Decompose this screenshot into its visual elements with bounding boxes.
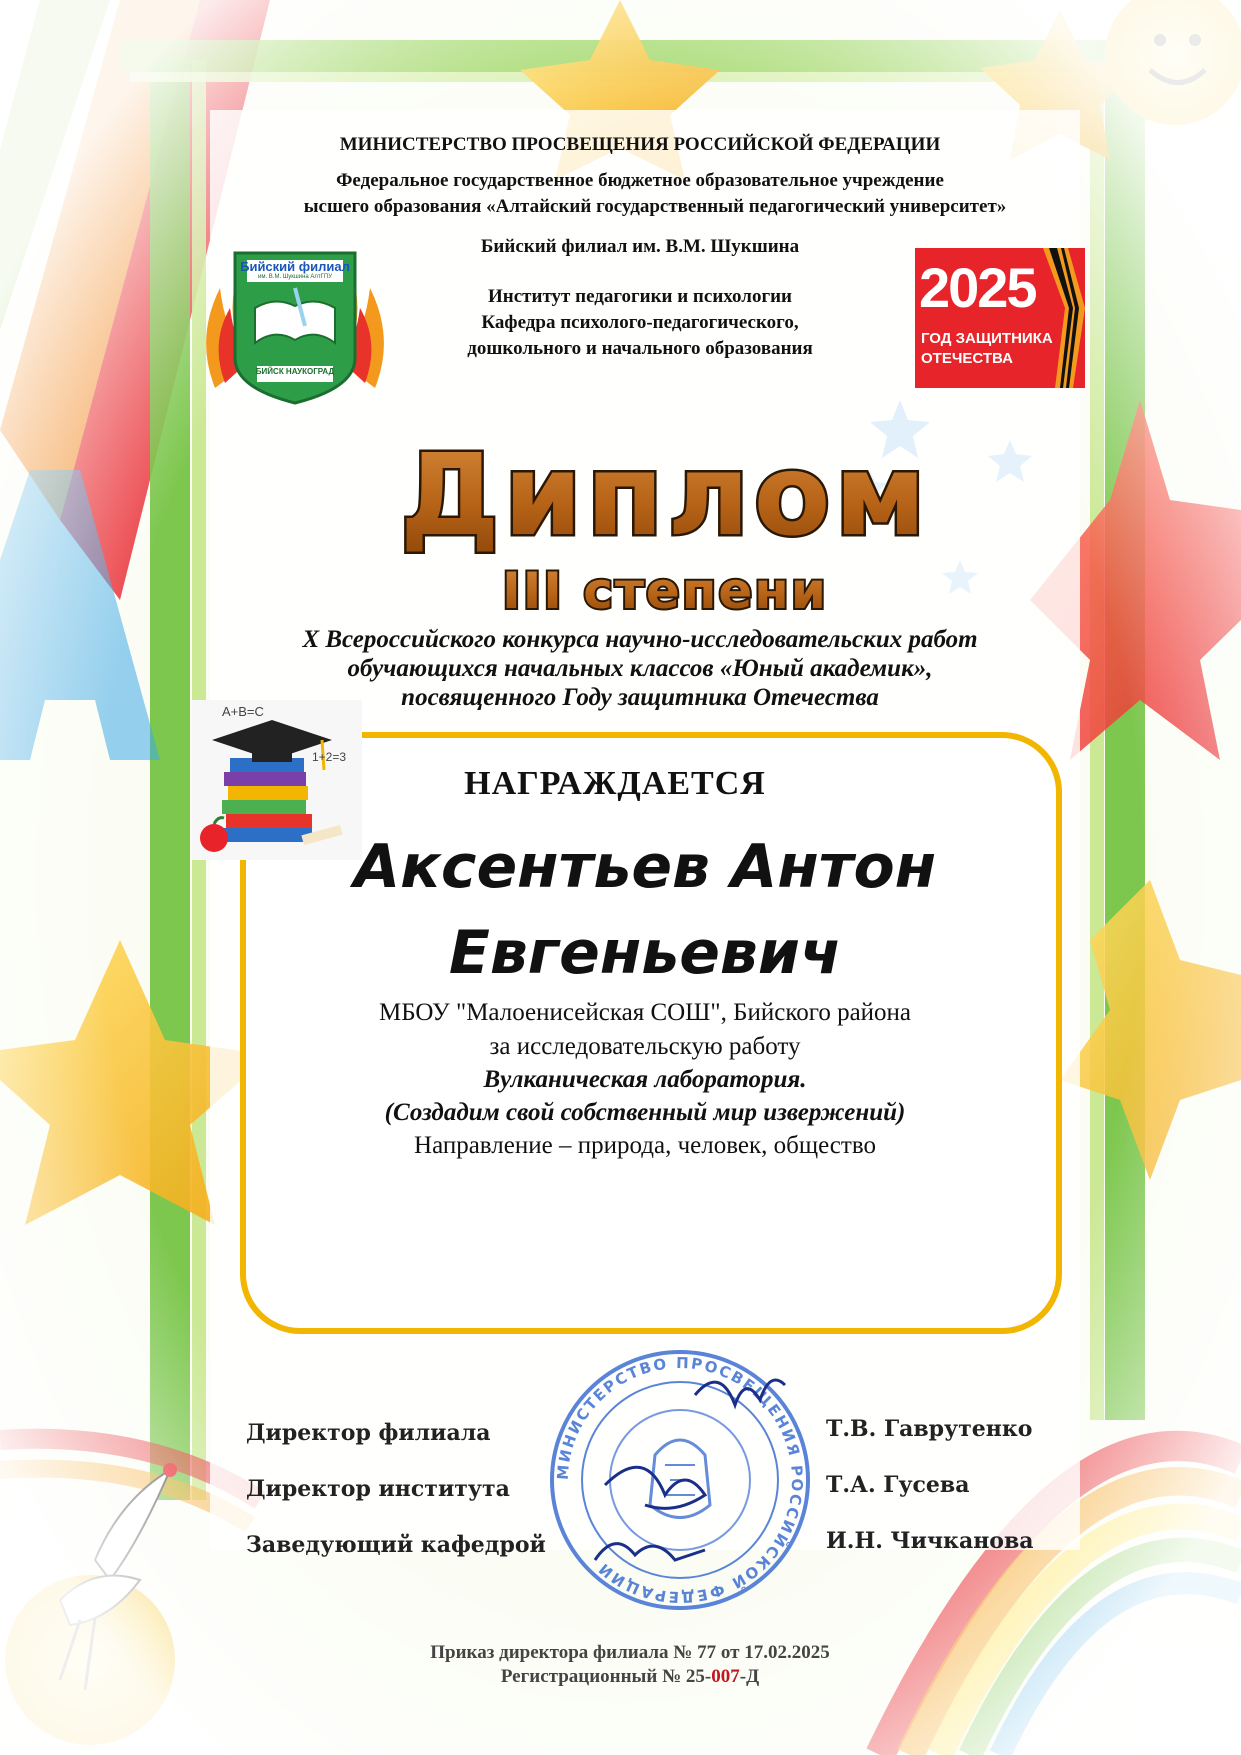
- registration-prefix: Регистрационный № 25-: [500, 1666, 712, 1687]
- logo-bottom-text: БИЙСК НАУКОГРАД: [255, 367, 335, 376]
- official-stamp: [545, 1345, 815, 1615]
- year-of-defender-logo: [915, 248, 1085, 388]
- signatory-role-3: Заведующий кафедрой: [246, 1532, 546, 1558]
- signatory-name-1: Т.В. Гаврутенко: [826, 1416, 1033, 1442]
- diploma-title: Диплом: [399, 431, 931, 561]
- contest-line-2: обучающихся начальных классов «Юный академик»,: [347, 655, 933, 682]
- school-name: МБОУ "Малоенисейская СОШ", Бийского района: [378, 999, 912, 1026]
- branch-logo: [195, 248, 395, 408]
- registration-number: [330, 1666, 930, 1688]
- signatory-role-2: Директор института: [246, 1476, 510, 1502]
- illustration-formula: 1+2=3: [312, 750, 347, 764]
- department-line-1: Кафедра психолого-педагогического,: [481, 312, 799, 333]
- work-title-line-1: Вулканическая лаборатория.: [483, 1066, 807, 1093]
- order-text: Приказ директора филиала № 77 от 17.02.2025: [430, 1642, 830, 1663]
- diploma-title-art: [360, 430, 980, 620]
- branch-name: Бийский филиал им. В.М. Шукшина: [480, 236, 800, 257]
- direction-text: Направление – природа, человек, общество: [414, 1132, 876, 1159]
- stamp-ring-text: МИНИСТЕРСТВО ПРОСВЕЩЕНИЯ РОССИЙСКОЙ ФЕДЕРАЦИИ: [553, 1353, 807, 1607]
- department-line-2: дошкольного и начального образования: [467, 338, 813, 359]
- diploma-degree: III степени: [502, 562, 828, 620]
- registration-suffix: -Д: [739, 1666, 760, 1687]
- institution-line-1: Федеральное государственное бюджетное образовательное учреждение: [336, 170, 944, 191]
- contest-line-1: X Всероссийского конкурса научно-исследовательских работ: [302, 626, 978, 653]
- signatory-role-1: Директор филиала: [246, 1420, 491, 1446]
- institute-name: Институт педагогики и психологии: [488, 286, 792, 307]
- logo-line-2: ОТЕЧЕСТВА: [921, 350, 1013, 367]
- signatory-name-3: И.Н. Чичканова: [826, 1528, 1034, 1554]
- work-caption: за исследовательскую работу: [489, 1033, 801, 1060]
- ministry-title: МИНИСТЕРСТВО ПРОСВЕЩЕНИЯ РОССИЙСКОЙ ФЕДЕРАЦИИ: [339, 134, 941, 155]
- work-title-line-2: (Создадим свой собственный мир извержений): [384, 1099, 906, 1126]
- logo-title: Бийский филиал: [240, 259, 350, 274]
- st-george-ribbon-icon: [1033, 248, 1085, 388]
- institution-line-2: ысшего образования «Алтайский государственный педагогический университет»: [303, 196, 1007, 217]
- logo-year: 2025: [919, 256, 1036, 319]
- recipient-name-line-1: Аксентьев Антон: [353, 832, 937, 902]
- signatory-name-2: Т.А. Гусева: [826, 1472, 970, 1498]
- logo-line-1: ГОД ЗАЩИТНИКА: [921, 330, 1053, 347]
- logo-subtitle: им. В.М. Шукшина АлтГПУ: [257, 274, 333, 280]
- awarded-label: НАГРАЖДАЕТСЯ: [464, 765, 766, 802]
- registration-number-value: 007: [711, 1666, 740, 1687]
- recipient-name-line-2: Евгеньевич: [448, 918, 842, 988]
- contest-line-3: посвященного Году защитника Отечества: [401, 684, 879, 711]
- illustration-letters: A+B=C: [222, 704, 264, 719]
